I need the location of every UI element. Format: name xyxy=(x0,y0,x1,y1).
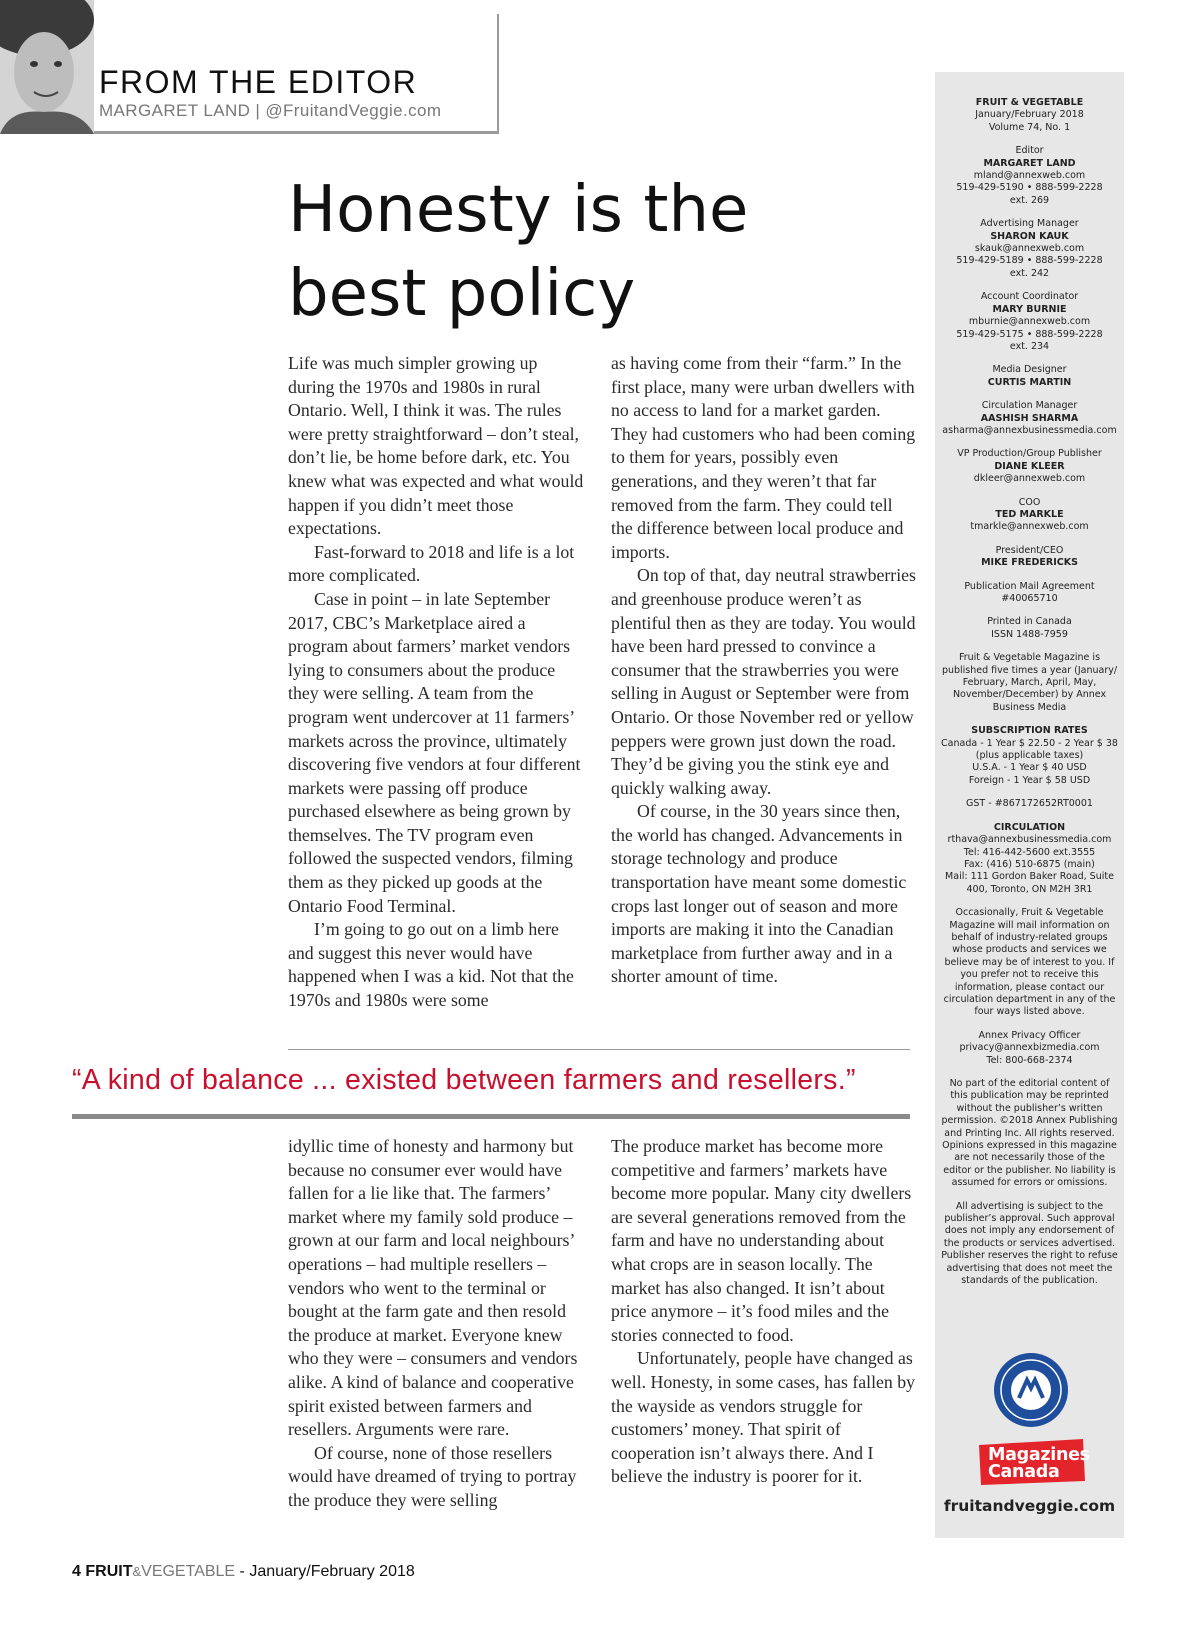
header-rule-horizontal xyxy=(94,131,499,134)
staff-name: TED MARKLE xyxy=(995,508,1064,520)
staff-name: DIANE KLEER xyxy=(994,460,1065,472)
staff-email: dkleer@annexweb.com xyxy=(973,473,1086,485)
circulation-tel: Tel: 416-442-5600 ext.3555 xyxy=(963,846,1096,858)
paragraph: The produce market has become more competitive and farmers’ markets have become more popular. Many city dwellers are several generations removed from the farm and have no understanding about what crops are in season locally. The market has also changed. It isn’t about price anymore – it’s food miles and the stories connected to food. xyxy=(611,1136,912,1345)
paragraph: Fast-forward to 2018 and life is a lot more complicated. xyxy=(288,541,575,586)
footer-brand-fruit: FRUIT xyxy=(85,1563,133,1580)
article-column-2 xyxy=(611,352,916,989)
subscription-foreign: Foreign - 1 Year $ 58 USD xyxy=(968,774,1091,786)
mc-line-2: Canada xyxy=(988,1462,1060,1482)
privacy-officer-role: Annex Privacy Officer xyxy=(978,1029,1081,1041)
staff-role: VP Production/Group Publisher xyxy=(957,448,1102,460)
paragraph: idyllic time of honesty and harmony but because no consumer ever would have fallen for a lie like that. The farmers’ market where my family sold produce – grown at our farm and local neighbours’ operations – had multiple resellers – vendors who went to the terminal or bought at the farm gate and then resold the produce at market. Everyone knew who they were – consumers and vendors alike. A kind of balance and cooperative spirit existed between farmers and resellers. Arguments were rare. xyxy=(288,1136,578,1440)
pullquote-rule-bottom xyxy=(72,1114,910,1119)
paragraph: as having come from their “farm.” In the first place, many were urban dwellers with no access to land for a market garden. They had customers who had been coming to them for years, possibly even generations, and they weren’t that far removed from the farm. They could tell the difference between local produce and imports. xyxy=(611,353,916,562)
staff-ext: ext. 234 xyxy=(1009,340,1050,352)
author-byline: MARGARET LAND | @FruitandVeggie.com xyxy=(99,101,442,120)
section-title: FROM THE EDITOR xyxy=(99,64,418,100)
header-rule-vertical xyxy=(497,14,499,132)
privacy-email: privacy@annexbizmedia.com xyxy=(959,1042,1100,1054)
subscription-title: SUBSCRIPTION RATES xyxy=(971,725,1088,737)
masthead xyxy=(935,97,1124,1299)
staff-name: MARGARET LAND xyxy=(983,157,1076,169)
staff-email: asharma@annexbusinessmedia.com xyxy=(942,424,1117,436)
article-column-3 xyxy=(288,1135,588,1513)
pub-title: FRUIT & VEGETABLE xyxy=(975,97,1084,108)
staff-email: skauk@annexweb.com xyxy=(974,243,1085,255)
advertising-note: All advertising is subject to the publisher’s approval. Such approval does not imply any endorsement of the products or services advertised. Publisher reserves the right to refuse advertising that does not meet the standards of the publication. xyxy=(941,1200,1118,1287)
staff-email: mburnie@annexweb.com xyxy=(968,316,1091,328)
staff-email: mland@annexweb.com xyxy=(973,170,1086,182)
headline-line-2: best policy xyxy=(288,257,636,331)
paragraph: Unfortunately, people have changed as well. Honesty, in some cases, has fallen by the wayside as vendors struggle for customers’ money. That spirit of cooperation isn’t always there. And I believe the industry is poorer for it. xyxy=(611,1348,916,1487)
staff-role: COO xyxy=(1018,496,1041,508)
mailing-info-note: Occasionally, Fruit & Vegetable Magazine will mail information on behalf of industry-related groups whose products and services we believe may be of interest to you. If you prefer not to receive this information, please contact our circulation department in any of the four ways listed above. xyxy=(943,907,1116,1018)
article-column-1 xyxy=(288,352,588,1013)
gst-number: GST - #867172652RT0001 xyxy=(966,798,1093,810)
staff-phone: 519-429-5189 • 888-599-2228 xyxy=(956,255,1103,267)
privacy-tel: Tel: 800-668-2374 xyxy=(986,1054,1073,1066)
circulation-mail: Mail: 111 Gordon Baker Road, Suite 400, Toronto, ON M2H 3R1 xyxy=(945,871,1114,895)
issn: ISSN 1488-7959 xyxy=(991,628,1068,640)
subscription-usa: U.S.A. - 1 Year $ 40 USD xyxy=(972,762,1087,774)
circulation-title: CIRCULATION xyxy=(993,821,1066,833)
paragraph: Of course, none of those resellers would have dreamed of trying to portray the produce they were selling xyxy=(288,1442,577,1510)
paragraph: Case in point – in late September 2017, CBC’s Marketplace aired a program about farmers’ market vendors lying to consumers about the produce they were selling. A team from the program went undercover at 11 farmers’ markets across the province, ultimately discovering five vendors at four different markets were passing off produce purchased elsewhere as being grown by themselves. The TV program even followed the suspected vendors, filming them as they picked up goods at the Ontario Food Terminal. xyxy=(288,588,581,916)
staff-role: Media Designer xyxy=(992,364,1067,376)
subscription-canada: Canada - 1 Year $ 22.50 - 2 Year $ 38 xyxy=(941,737,1118,749)
article-column-4 xyxy=(611,1135,916,1489)
staff-phone: 519-429-5190 • 888-599-2228 xyxy=(956,182,1103,194)
staff-role: Account Coordinator xyxy=(980,291,1079,303)
issue-date: January/February 2018 xyxy=(975,109,1084,121)
editor-avatar xyxy=(0,0,94,134)
website-link[interactable]: fruitandveggie.com xyxy=(943,1497,1116,1515)
mail-agreement-number: #40065710 xyxy=(1001,593,1058,604)
staff-ext: ext. 269 xyxy=(1009,194,1050,206)
staff-role: Editor xyxy=(1015,145,1044,157)
staff-name: CURTIS MARTIN xyxy=(987,376,1072,388)
staff-phone: 519-429-5175 • 888-599-2228 xyxy=(956,328,1103,340)
mc-line-1: Magazines xyxy=(988,1445,1090,1465)
staff-name: AASHISH SHARMA xyxy=(980,412,1079,424)
staff-name: MARY BURNIE xyxy=(992,303,1067,315)
headline-line-1: Honesty is the xyxy=(288,173,749,247)
subscription-tax: (plus applicable taxes) xyxy=(975,750,1084,762)
footer-brand-vegetable: VEGETABLE xyxy=(141,1563,236,1580)
mail-agreement-label: Publication Mail Agreement xyxy=(964,580,1095,592)
staff-role: President/CEO xyxy=(995,544,1064,556)
staff-ext: ext. 242 xyxy=(1009,267,1050,279)
footer-issue: - January/February 2018 xyxy=(235,1563,415,1580)
paragraph: Of course, in the 30 years since then, the world has changed. Advancements in storage technology and produce transportation have meant some domestic crops last longer out of season and more imports are making it into the Canadian marketplace from further away and in a shorter amount of time. xyxy=(611,801,907,987)
volume: Volume 74, No. 1 xyxy=(988,121,1071,133)
staff-email: tmarkle@annexweb.com xyxy=(970,521,1089,533)
footer-brand-amp: & xyxy=(132,1564,142,1579)
page-footer xyxy=(72,1563,415,1581)
paragraph: I’m going to go out on a limb here and suggest this never would have happened when I was a kid. Not that the 1970s and 1980s were some xyxy=(288,919,574,1011)
staff-name: MIKE FREDERICKS xyxy=(981,557,1078,569)
paragraph: Life was much simpler growing up during the 1970s and 1980s in rural Ontario. Well, I think it was. The rules were pretty straightforward – don’t steal, don’t lie, be home before dark, etc. You knew what was expected and what would happen if you didn’t meet those expectations. xyxy=(288,353,584,539)
staff-role: Advertising Manager xyxy=(980,218,1079,230)
pull-quote: “A kind of balance ... existed between farmers and resellers.” xyxy=(72,1064,856,1096)
article-headline xyxy=(288,168,888,336)
circulation-email: rthava@annexbusinessmedia.com xyxy=(947,834,1112,846)
page-number: 4 xyxy=(72,1563,81,1580)
paragraph: On top of that, day neutral strawberries and greenhouse produce weren’t as plentiful then as they are today. You would have been hard pressed to convince a consumer that the strawberries you were selling in August or September were from Ontario. Or those November red or yellow peppers were grown just down the road. They’d be giving you the stink eye and quickly walking away. xyxy=(611,565,916,798)
printed-in: Printed in Canada xyxy=(987,616,1072,628)
publication-frequency-note: Fruit & Vegetable Magazine is published five times a year (January/ February, March, April, May, November/December) by Annex Business Media xyxy=(941,652,1118,713)
staff-name: SHARON KAUK xyxy=(990,230,1069,242)
pullquote-rule-top xyxy=(288,1049,910,1050)
audit-seal-icon xyxy=(993,1352,1069,1428)
staff-role: Circulation Manager xyxy=(981,400,1078,412)
rights-note: No part of the editorial content of this publication may be reprinted without the publisher’s written permission. ©2018 Annex Publishing and Printing Inc. All rights reserved. Opinions expressed in this magazine are not necessarily those of the editor or the publisher. No liability is assumed for errors or omissions. xyxy=(941,1078,1118,1189)
circulation-fax: Fax: (416) 510-6875 (main) xyxy=(964,858,1095,870)
magazines-canada-text xyxy=(973,1447,1089,1481)
